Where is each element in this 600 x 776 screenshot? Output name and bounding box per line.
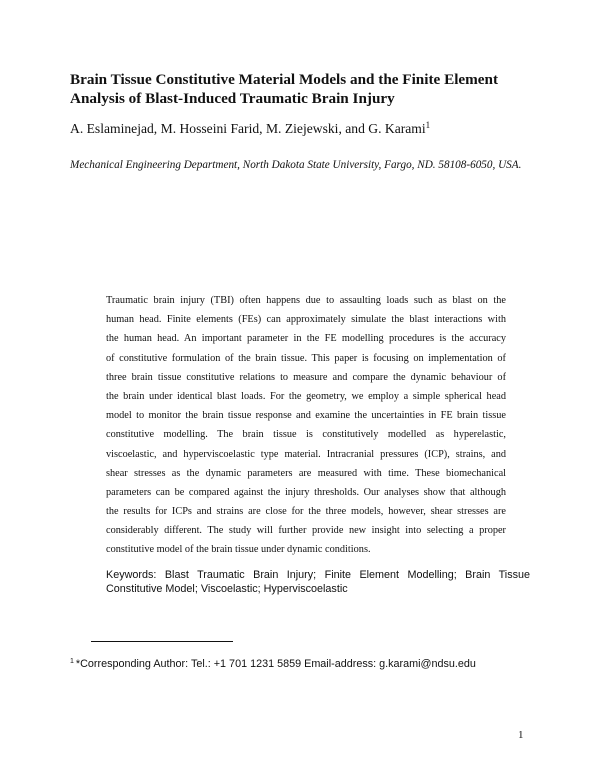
abstract-line: the human head. An important parameter in the FE modelling procedures is the accuracy	[106, 333, 506, 345]
abstract-line: the brain under identical blast loads. For the geometry, we employ a simple spherical head	[106, 390, 506, 402]
footnote-mark: 1	[70, 658, 74, 665]
abstract-line: constitutive modelling. The brain tissue is constitutively modelled as hyperelastic,	[106, 429, 506, 441]
author-footnote-mark: 1	[425, 120, 431, 130]
affiliation: Mechanical Engineering Department, North Dakota State University, Fargo, ND. 58108-6050, USA.	[70, 159, 522, 171]
author-names: A. Eslaminejad, M. Hosseini Farid, M. Ziejewski, and G. Karami	[70, 121, 426, 136]
abstract-line: constitutive model of the brain tissue under dynamic conditions.	[106, 544, 371, 556]
abstract-line: shear stresses as the dynamic parameters are measured with time. These biomechanical	[106, 467, 506, 479]
abstract-line: considerably different. The study will further provide new insight into selecting a proper	[106, 525, 506, 537]
abstract-line: Traumatic brain injury (TBI) often happens due to assaulting loads such as blast on the	[106, 295, 506, 306]
abstract-line: model to monitor the brain tissue response and examine the uncertainties in FE brain tissue	[106, 410, 506, 422]
abstract-line: human head. Finite elements (FEs) can approximately simulate the blast interactions with	[106, 314, 506, 326]
page-number: 1	[518, 729, 524, 741]
footnote	[70, 657, 540, 671]
footnote-text: *Corresponding Author: Tel.: +1 701 1231 5859 Email-address: g.karami@ndsu.edu	[75, 658, 476, 670]
author-list	[70, 120, 550, 138]
keywords	[106, 569, 530, 596]
abstract-line: the results for ICPs and strains are close for the three models, however, shear stresses are	[106, 506, 506, 518]
keywords-line: Keywords: Blast Traumatic Brain Injury; Finite Element Modelling; Brain Tissue	[106, 569, 530, 581]
abstract-line: parameters can be compared against the injury thresholds. Our analyses show that although	[106, 486, 506, 498]
keywords-line: Constitutive Model; Viscoelastic; Hyperviscoelastic	[106, 582, 348, 595]
abstract-line: viscoelastic, and hyperviscoelastic type material. Intracranial pressures (ICP), strains, and	[106, 448, 506, 460]
footnote-divider	[91, 641, 233, 642]
paper-title-line: Analysis of Blast-Induced Traumatic Brain Injury	[70, 90, 395, 107]
abstract-line: three brain tissue constitutive relations to measure and compare the dynamic behaviour of	[106, 371, 506, 383]
abstract-line: of constitutive formulation of the brain tissue. This paper is focusing on implementation of	[106, 352, 506, 364]
abstract	[106, 291, 506, 560]
paper-title	[70, 70, 550, 108]
paper-title-line: Brain Tissue Constitutive Material Models and the Finite Element	[70, 71, 499, 88]
